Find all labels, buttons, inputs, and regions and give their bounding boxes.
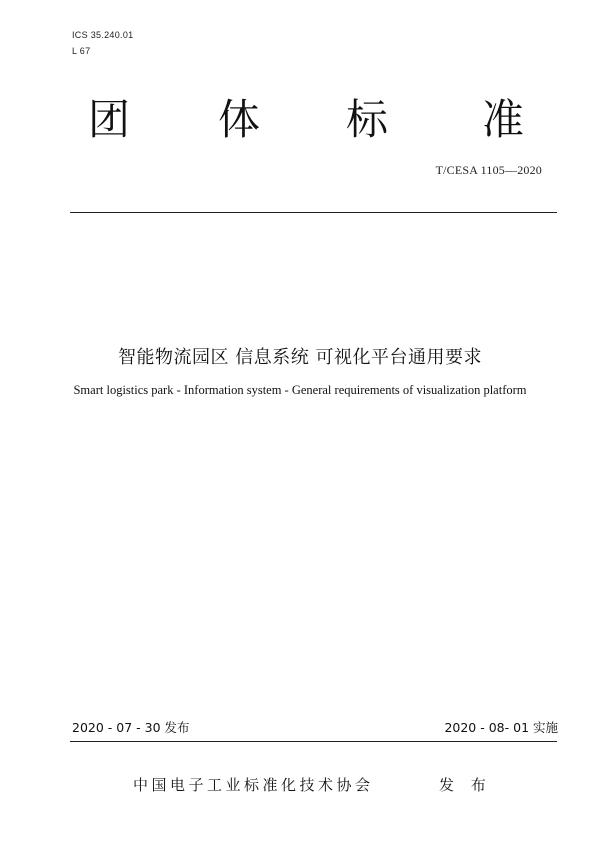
bottom-divider (70, 741, 557, 742)
doc-type-char-2: 体 (218, 95, 261, 144)
standard-number: T/CESA 1105—2020 (435, 163, 542, 177)
top-divider (70, 212, 557, 213)
doc-type-char-1: 团 (88, 95, 131, 144)
implementation-date: 2020 - 08- 01 实施 (444, 720, 558, 735)
issue-date: 2020 - 07 - 30 发布 (72, 720, 190, 735)
ics-code: ICS 35.240.01 (72, 30, 134, 40)
publish-label: 发 布 (439, 776, 492, 794)
english-title: Smart logistics park - Information system - General requirements of visualization platform (73, 383, 527, 397)
publisher-name: 中国电子工业标准化技术协会 (133, 776, 374, 794)
ccs-code: L 67 (72, 46, 91, 56)
chinese-title: 智能物流园区 信息系统 可视化平台通用要求 (118, 347, 482, 368)
doc-type-char-3: 标 (346, 95, 389, 144)
doc-type-char-4: 准 (482, 95, 525, 144)
